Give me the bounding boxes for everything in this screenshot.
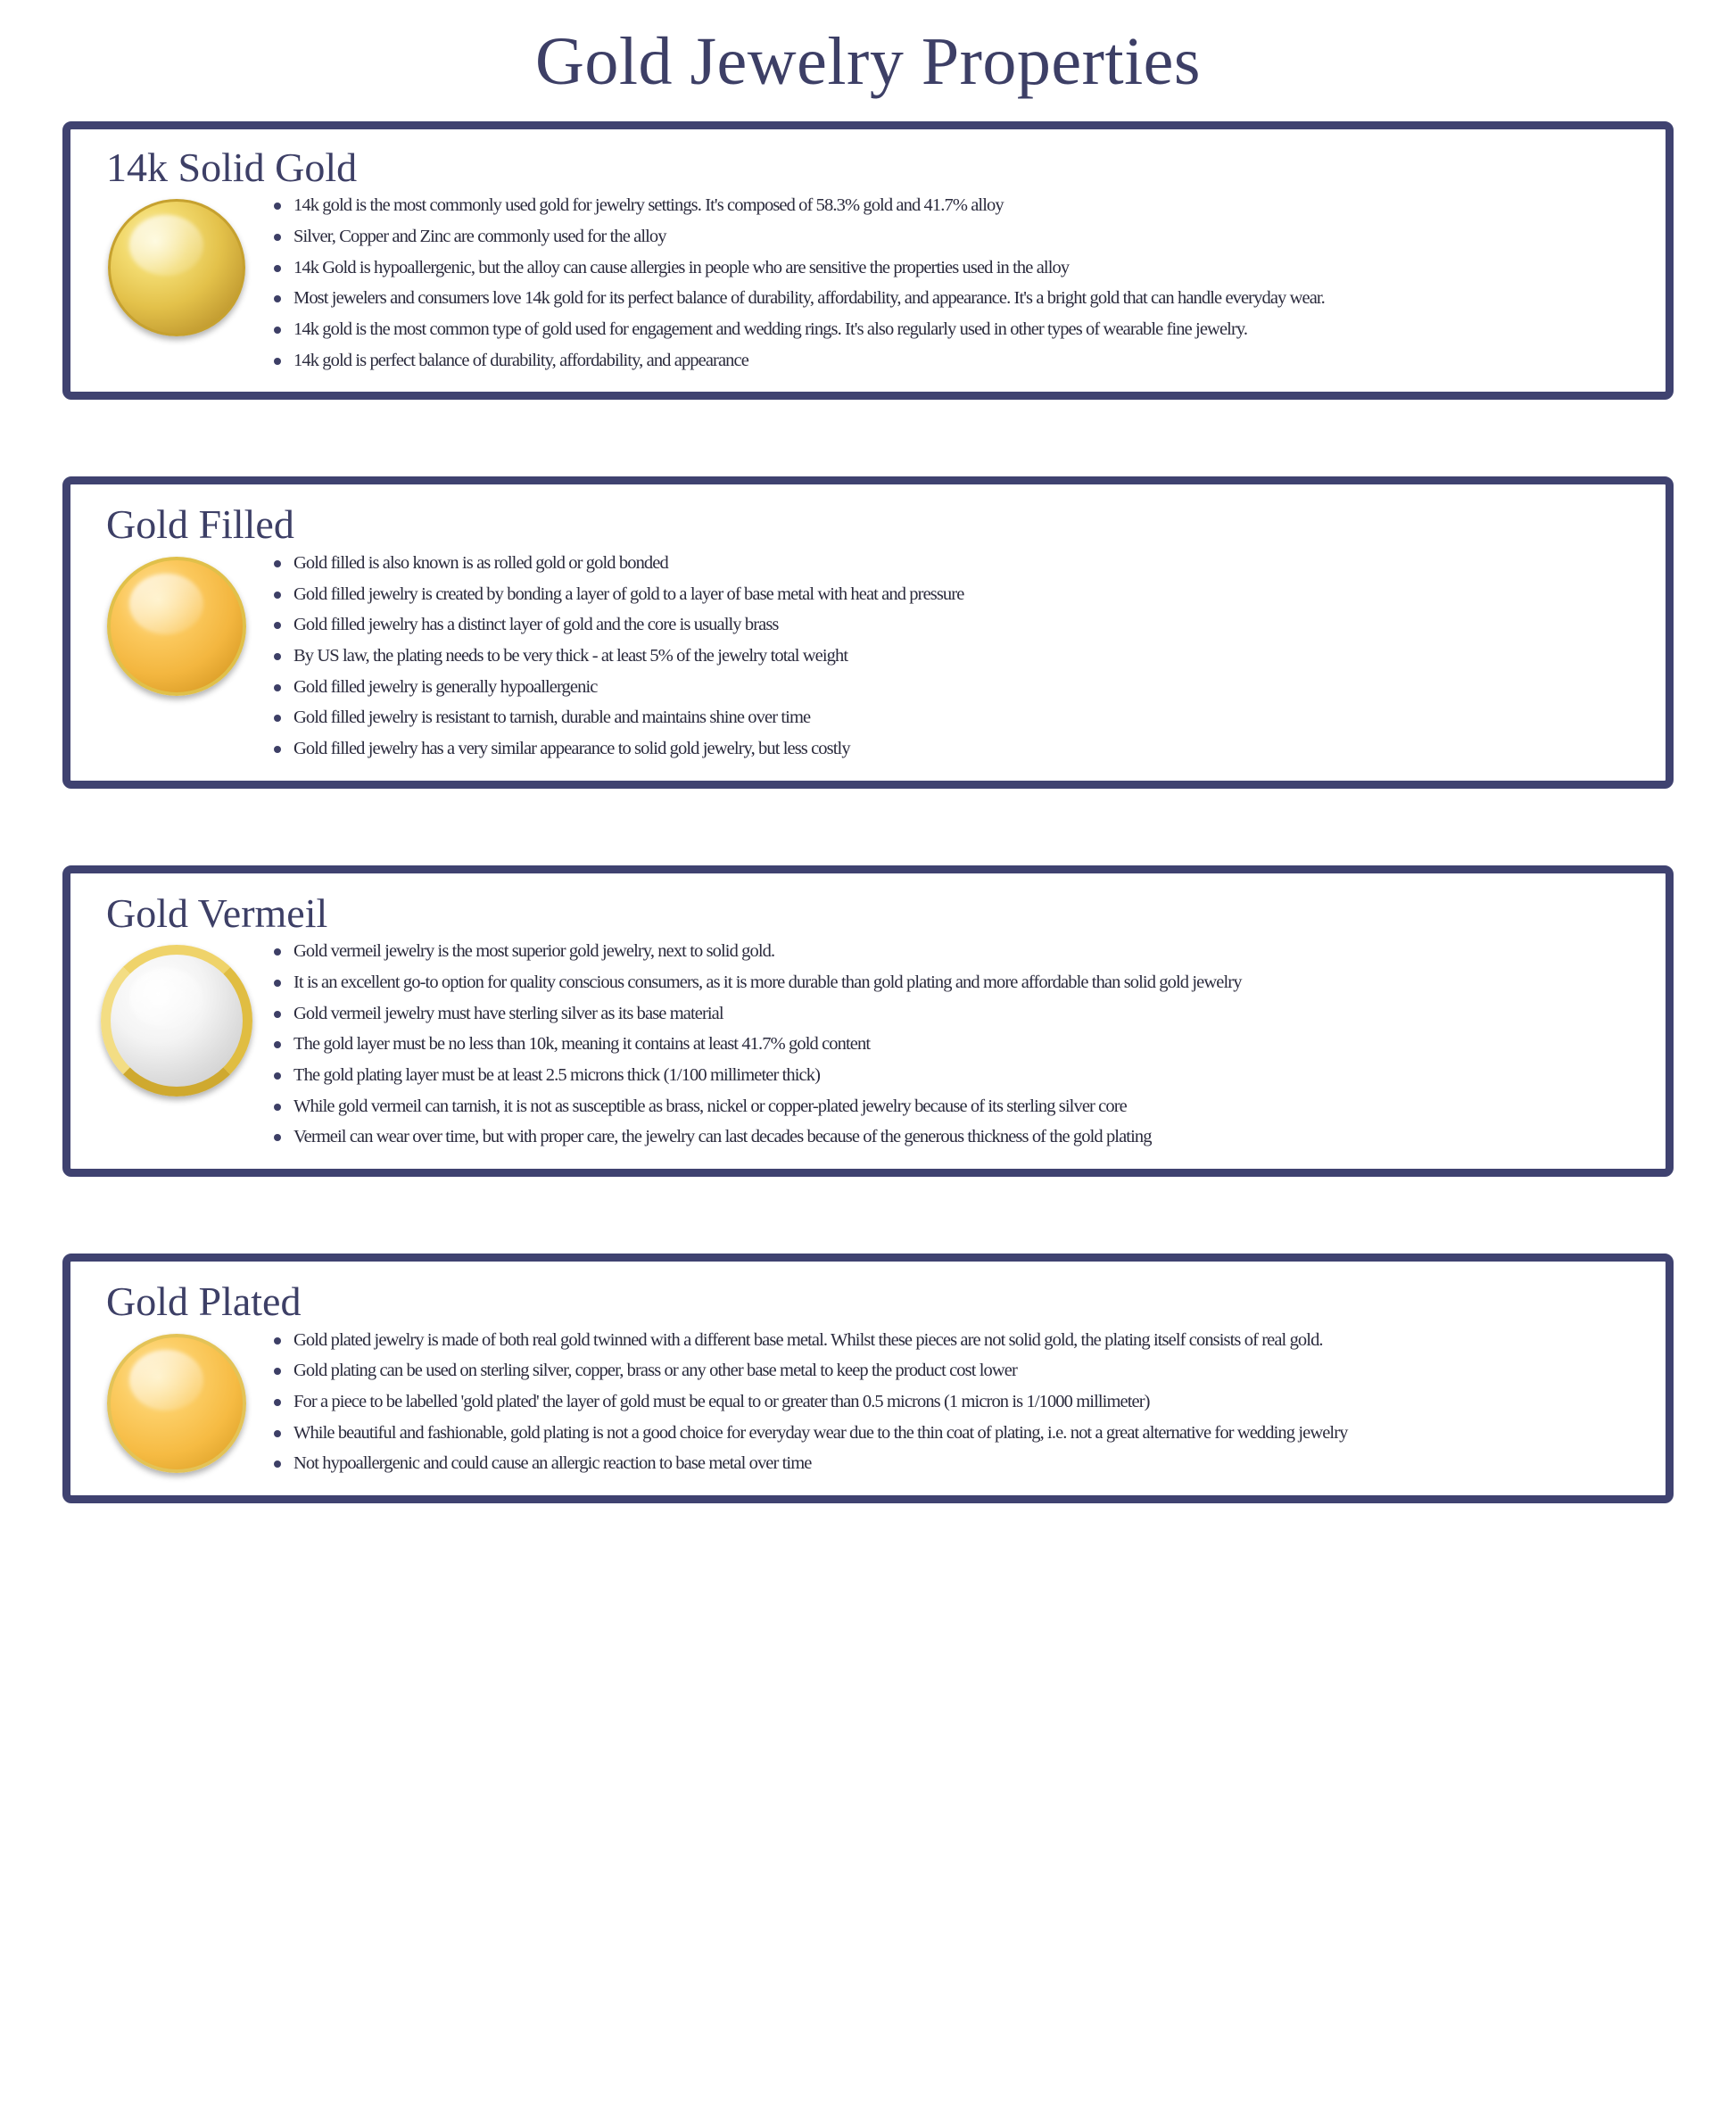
section-title: Gold Filled xyxy=(106,501,294,548)
list-item: Gold vermeil jewelry is the most superior gold jewelry, next to solid gold. xyxy=(270,939,1635,964)
list-item: Not hypoallergenic and could cause an allergic reaction to base metal over time xyxy=(270,1452,1635,1477)
list-item: The gold plating layer must be at least 2.5 microns thick (1/100 millimeter thick) xyxy=(270,1063,1635,1088)
list-item: 14k gold is perfect balance of durability, affordability, and appearance xyxy=(270,349,1644,374)
silver-core-gold-ring-icon xyxy=(101,945,252,1096)
page-title: Gold Jewelry Properties xyxy=(534,24,1201,99)
coin-gloss-icon xyxy=(129,1350,203,1411)
section-card-gold-filled xyxy=(62,476,1674,788)
section-icon-wrap xyxy=(83,939,270,1096)
section-title: Gold Vermeil xyxy=(106,890,328,936)
section-title: 14k Solid Gold xyxy=(106,144,358,190)
section-icon-wrap xyxy=(83,1328,270,1473)
infographic-page xyxy=(0,24,1736,2110)
list-item: Gold filled jewelry has a distinct layer of gold and the core is usually brass xyxy=(270,613,1421,638)
list-item: Most jewelers and consumers love 14k gold for its perfect balance of durability, affordability, and appearance. It's a bright gold that can handle everyday wear. xyxy=(270,286,1644,311)
list-item: Gold filled jewelry is created by bonding a layer of gold to a layer of base metal with heat and pressure xyxy=(270,583,1421,608)
bullet-list xyxy=(270,1328,1653,1483)
bullet-list xyxy=(270,551,1653,768)
section-title: Gold Plated xyxy=(106,1278,302,1325)
section-card-14k-solid-gold xyxy=(62,121,1674,401)
section-card-gold-plated xyxy=(62,1254,1674,1503)
list-item: Gold filled is also known is as rolled gold or gold bonded xyxy=(270,551,1421,576)
list-item: Gold filled jewelry has a very similar appearance to solid gold jewelry, but less costly xyxy=(270,737,1421,762)
list-item: 14k gold is the most commonly used gold for jewelry settings. It's composed of 58.3% gold and 41.7% alloy xyxy=(270,194,1644,219)
list-item: Vermeil can wear over time, but with proper care, the jewelry can last decades because of the generous thickness of the gold plating xyxy=(270,1125,1635,1150)
list-item: Silver, Copper and Zinc are commonly used for the alloy xyxy=(270,225,1644,250)
gold-plated-coin-icon xyxy=(107,1334,246,1473)
list-item: 14k gold is the most common type of gold used for engagement and wedding rings. It's also regularly used in other types of wearable fine jewelry. xyxy=(270,318,1644,343)
list-item: The gold layer must be no less than 10k, meaning it contains at least 41.7% gold content xyxy=(270,1032,1635,1057)
list-item: Gold filled jewelry is resistant to tarnish, durable and maintains shine over time xyxy=(270,706,1421,731)
list-item: Gold plating can be used on sterling silver, copper, brass or any other base metal to keep the product cost lower xyxy=(270,1359,1635,1384)
section-card-gold-vermeil xyxy=(62,865,1674,1177)
list-item: For a piece to be labelled 'gold plated' the layer of gold must be equal to or greater than 0.5 microns (1 micron is 1/1000 millimeter) xyxy=(270,1390,1635,1415)
list-item: Gold vermeil jewelry must have sterling silver as its base material xyxy=(270,1002,1635,1027)
list-item: By US law, the plating needs to be very thick - at least 5% of the jewelry total weight xyxy=(270,644,1421,669)
section-icon-wrap xyxy=(83,194,270,336)
bullet-list xyxy=(270,939,1653,1156)
section-icon-wrap xyxy=(83,551,270,696)
list-item: While gold vermeil can tarnish, it is not as susceptible as brass, nickel or copper-plated jewelry because of its sterling silver core xyxy=(270,1095,1635,1120)
list-item: While beautiful and fashionable, gold plating is not a good choice for everyday wear due to the thin coat of plating, i.e. not a great alternative for wedding jewelry xyxy=(270,1421,1635,1446)
list-item: 14k Gold is hypoallergenic, but the alloy can cause allergies in people who are sensitive the properties used in the alloy xyxy=(270,256,1644,281)
list-item: Gold plated jewelry is made of both real gold twinned with a different base metal. Whilst these pieces are not solid gold, the plating itself consists of real gold. xyxy=(270,1328,1635,1353)
gold-filled-coin-icon xyxy=(107,557,246,696)
coin-gloss-icon xyxy=(129,215,203,276)
list-item: It is an excellent go-to option for quality conscious consumers, as it is more durable than gold plating and more affordable than solid gold jewelry xyxy=(270,971,1635,996)
bullet-list xyxy=(270,194,1653,379)
coin-gloss-icon xyxy=(129,968,203,1029)
coin-gloss-icon xyxy=(129,574,203,634)
list-item: Gold filled jewelry is generally hypoallergenic xyxy=(270,675,1421,700)
gold-coin-icon xyxy=(108,199,245,336)
